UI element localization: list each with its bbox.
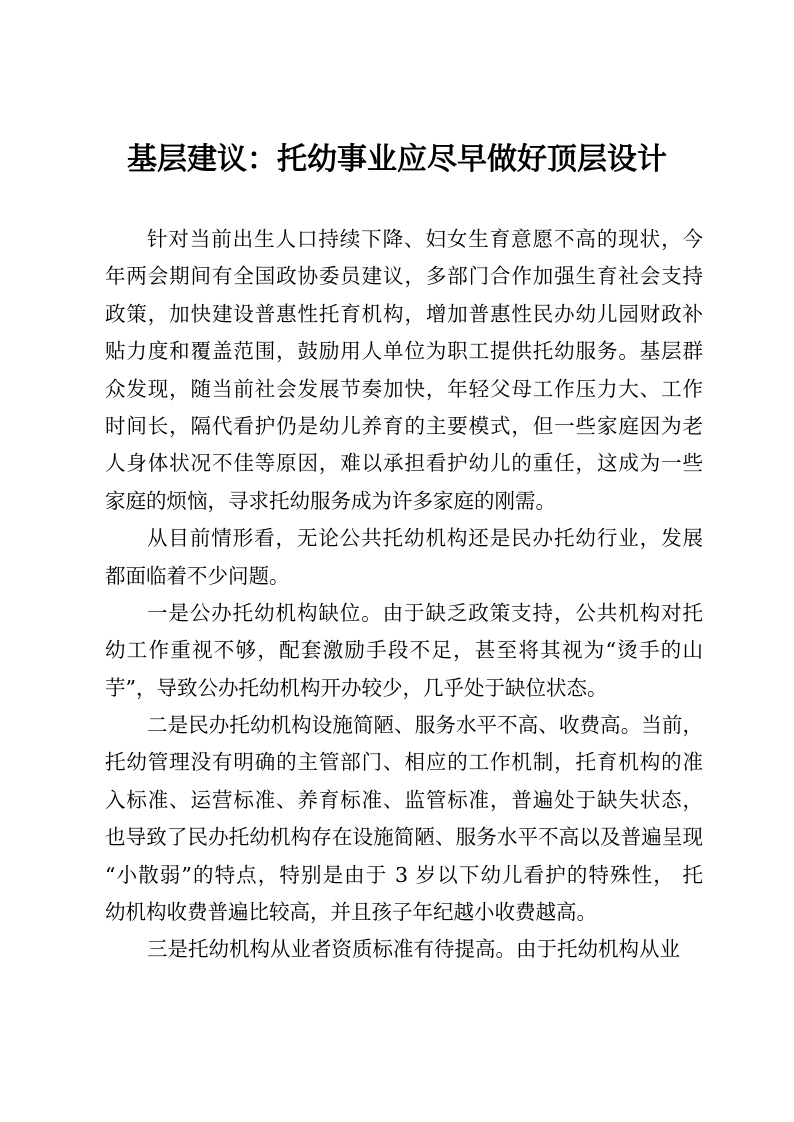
document-title: 基层建议：托幼事业应尽早做好顶层设计 [127, 142, 667, 177]
text-line: 托幼管理没有明确的主管部门、相应的工作机制，托育机构的准 [105, 750, 703, 775]
paragraph-1 [105, 221, 703, 520]
text-line: 入标准、运营标准、养育标准、监管标准，普遍处于缺失状态， [105, 787, 703, 812]
text-line: 幼机构收费普遍比较高，并且孩子年纪越小收费越高。 [105, 900, 597, 925]
text-line: “小散弱”的特点，特别是由于 3 岁以下幼儿看护的特殊性， 托 [105, 862, 703, 887]
text-line: 针对当前出生人口持续下降、妇女生育意愿不高的现状，今 [147, 227, 703, 251]
document-body [105, 221, 703, 969]
text-line: 年两会期间有全国政协委员建议，多部门合作加强生育社会支持 [105, 264, 703, 289]
text-line: 从目前情形看，无论公共托幼机构还是民办托幼行业，发展 [147, 526, 703, 551]
text-line: 人身体状况不佳等原因，难以承担看护幼儿的重任，这成为一些 [105, 451, 703, 476]
paragraph-2 [105, 520, 703, 595]
paragraph-4 [105, 707, 703, 931]
text-line: 芋”，导致公办托幼机构开办较少，几乎处于缺位状态。 [105, 675, 608, 700]
text-line: 众发现，随当前社会发展节奏加快，年轻父母工作压力大、工作 [105, 376, 703, 401]
text-line: 三是托幼机构从业者资质标准有待提高。由于托幼机构从业 [147, 937, 680, 962]
text-line: 时间长，隔代看护仍是幼儿养育的主要模式，但一些家庭因为老 [105, 413, 703, 438]
text-line: 贴力度和覆盖范围，鼓励用人单位为职工提供托幼服务。基层群 [105, 339, 703, 364]
text-line: 政策，加快建设普惠性托育机构，增加普惠性民办幼儿园财政补 [105, 301, 703, 326]
text-line: 家庭的烦恼，寻求托幼服务成为许多家庭的刚需。 [105, 488, 556, 513]
text-line: 也导致了民办托幼机构存在设施简陋、服务水平不高以及普遍呈现 [105, 825, 703, 850]
paragraph-5 [105, 931, 703, 968]
text-line: 一是公办托幼机构缺位。由于缺乏政策支持，公共机构对托 [147, 600, 703, 625]
text-line: 都面临着不少问题。 [105, 563, 290, 588]
text-line: 二是民办托幼机构设施简陋、服务水平不高、收费高。当前， [147, 713, 703, 738]
text-line: 幼工作重视不够，配套激励手段不足，甚至将其视为“烫手的山 [105, 638, 703, 663]
paragraph-3 [105, 595, 703, 707]
